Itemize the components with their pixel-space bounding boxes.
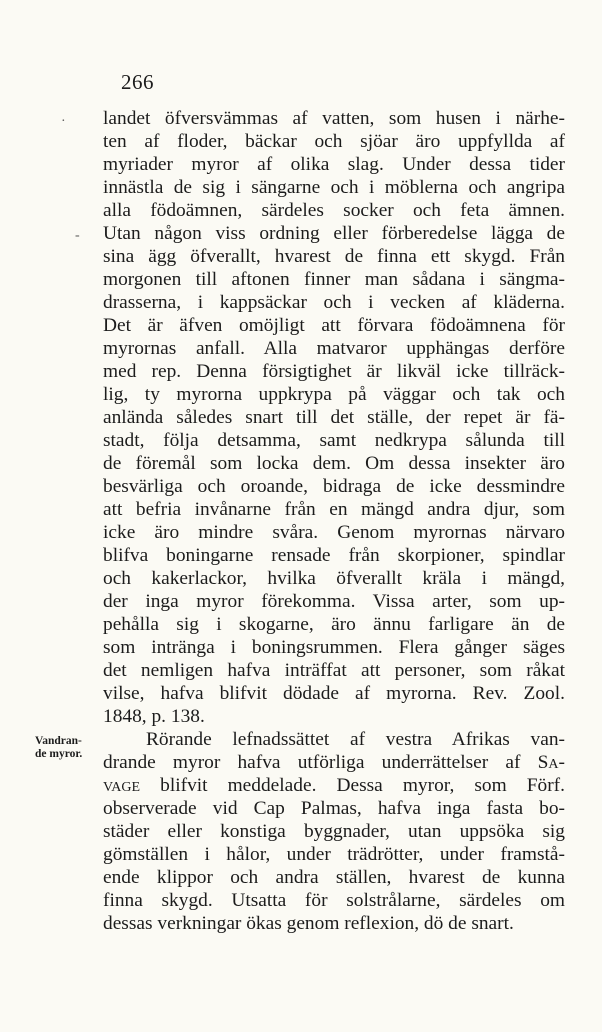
text-line: myriader myror af olika slag. Under dessa tider [103, 154, 565, 175]
page-number: 266 [121, 70, 154, 94]
text-line-part: drande myror hafva utförliga underrättelser af [103, 752, 521, 773]
text-line: ende klippor och andra ställen, hvarest de kunna [103, 867, 565, 888]
text-line: stadt, följa detsamma, samt nedkrypa sålunda till [103, 430, 565, 451]
text-line: att befria invånarne från en mängd andra djur, som [103, 499, 565, 520]
text-line: morgonen till aftonen finner man sådana i sängma- [103, 269, 565, 290]
text-line [103, 751, 565, 775]
text-line: der inga myror förekomma. Vissa arter, som up- [103, 591, 565, 612]
text-line-paragraph-start: Rörande lefnadssättet af vestra Afrikas van- [146, 729, 565, 750]
text-line: finna skygd. Utsatta för solstrålarne, särdeles om [103, 890, 565, 911]
margin-note-heading [35, 735, 82, 761]
text-line: och kakerlackor, hvilka öfverallt kräla i mängd, [103, 568, 565, 589]
text-line [103, 774, 565, 798]
text-line: icke äro mindre svåra. Genom myrornas närvaro [103, 522, 565, 543]
margin-note-line: Vandran- [35, 735, 82, 747]
text-line: lig, ty myrorna uppkrypa på väggar och tak och [103, 384, 565, 405]
margin-dash-mark: - [75, 228, 80, 243]
margin-dot-mark: · [61, 114, 66, 129]
text-line: gömställen i hålor, under trädrötter, under framstå- [103, 844, 565, 865]
text-line: ten af floder, bäckar och sjöar äro uppfyllda af [103, 131, 565, 152]
text-line: dessas verkningar ökas genom reflexion, dö de snart. [103, 913, 514, 934]
text-line: städer eller konstiga byggnader, utan uppsöka sig [103, 821, 565, 842]
text-line: 1848, p. 138. [103, 706, 205, 727]
text-line: alla födoämnen, särdeles socker och feta ämnen. [103, 200, 565, 221]
author-name-smallcaps: Sa- [537, 752, 565, 773]
text-line-part: blifvit meddelade. Dessa myror, som Förf. [160, 775, 565, 796]
author-name-smallcaps: vage [103, 775, 141, 796]
text-line: besvärliga och oroande, bidraga de icke dessmindre [103, 476, 565, 497]
text-line: myrornas anfall. Alla matvaror upphängas derföre [103, 338, 565, 359]
text-line: med rep. Denna försigtighet är likväl icke tillräck- [103, 361, 565, 382]
text-line: blifva boningarne rensade från skorpioner, spindlar [103, 545, 565, 566]
text-line: innästla de sig i sängarne och i möblerna och angripa [103, 177, 565, 198]
text-line: Utan någon viss ordning eller förberedelse lägga de [103, 223, 565, 244]
text-line: som intränga i boningsrummen. Flera gånger säges [103, 637, 565, 658]
text-line: drasserna, i kappsäckar och i vecken af kläderna. [103, 292, 565, 313]
text-line: sina ägg öfverallt, hvarest de finna ett skygd. Från [103, 246, 565, 267]
text-line: det nemligen hafva inträffat att personer, som råkat [103, 660, 565, 681]
text-line: landet öfversvämmas af vatten, som husen i närhe- [103, 108, 565, 129]
text-line: anlända således snart till det ställe, der repet är fä- [103, 407, 565, 428]
text-line: vilse, hafva blifvit dödade af myrorna. Rev. Zool. [103, 683, 565, 704]
text-line: Det är äfven omöjligt att förvara födoämnena för [103, 315, 565, 336]
text-line: observerade vid Cap Palmas, hafva inga fasta bo- [103, 798, 565, 819]
text-line: pehålla sig i skogarne, äro ännu farligare än de [103, 614, 565, 635]
margin-note-line: de myror. [35, 748, 83, 760]
text-line: de föremål som locka dem. Om dessa insekter äro [103, 453, 565, 474]
